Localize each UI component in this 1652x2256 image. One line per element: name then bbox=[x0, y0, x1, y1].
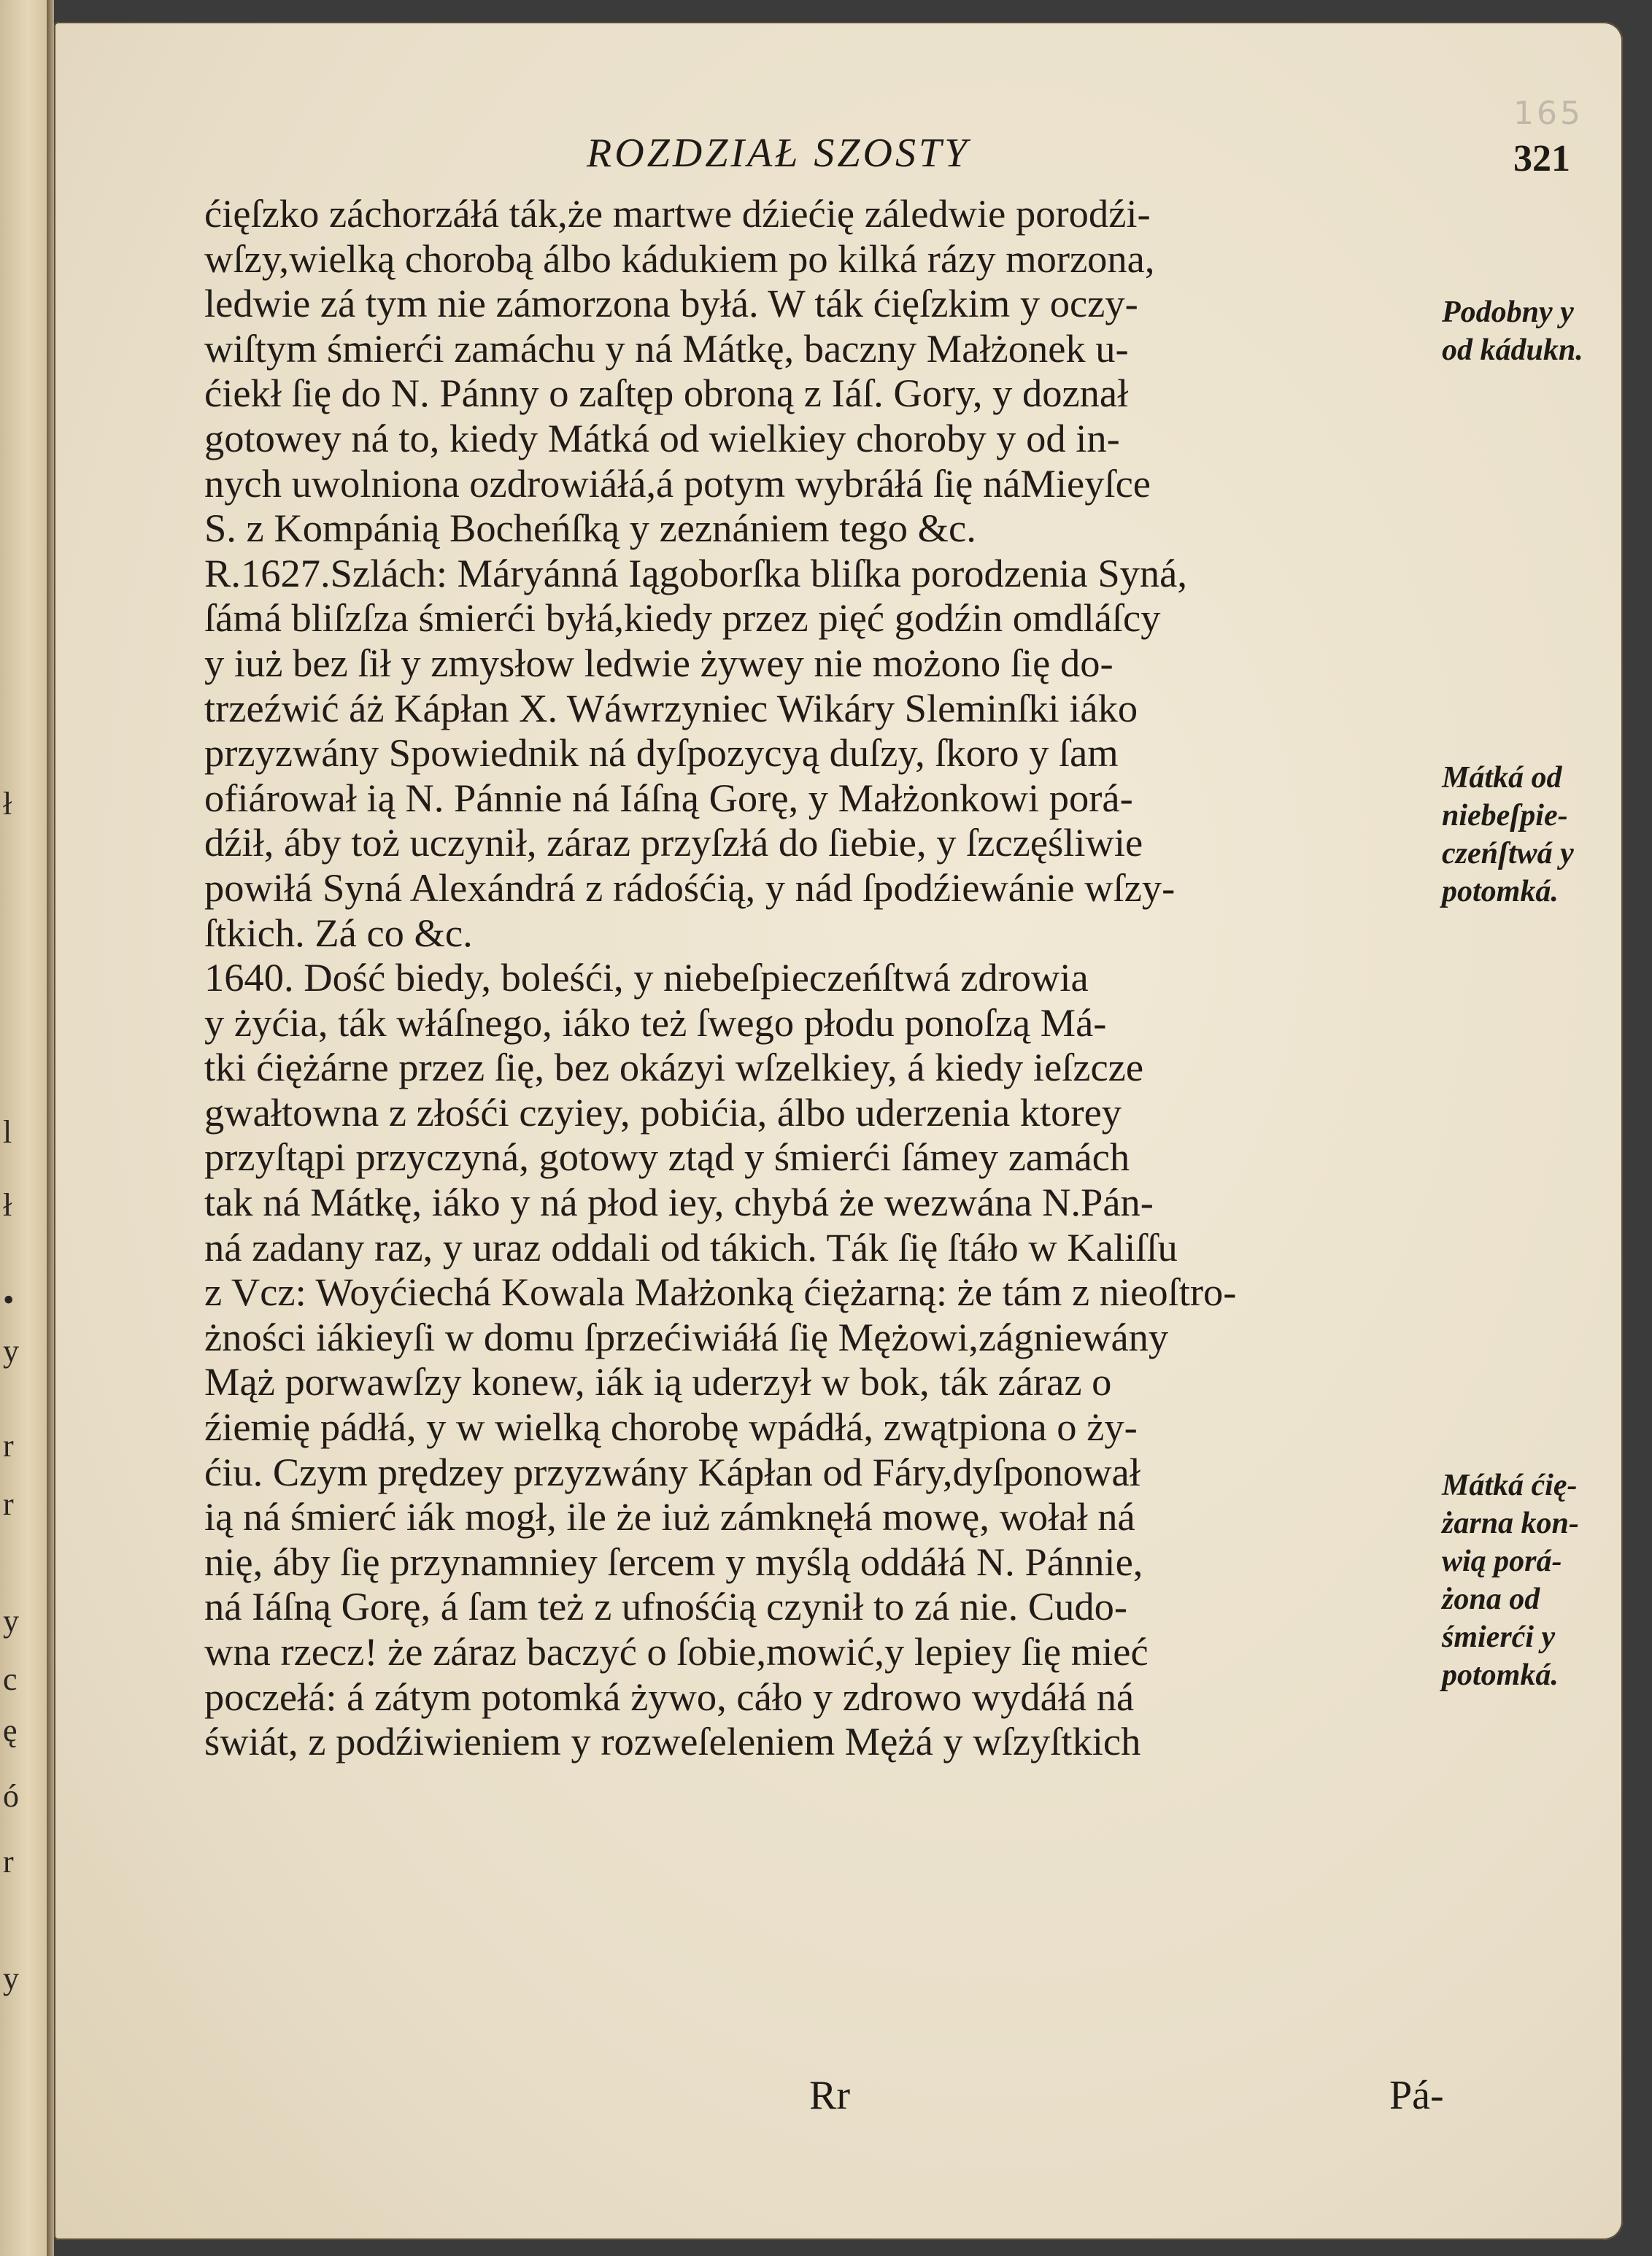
text-line: z Vcz: Woyćiechá Kowala Małżonką ćiężarną: że tám z nieoſtro- bbox=[204, 1270, 1237, 1315]
margin-note bbox=[1442, 759, 1639, 911]
margin-note-line: żarna kon- bbox=[1442, 1507, 1579, 1540]
margin-note-line: potomká. bbox=[1442, 875, 1559, 908]
facing-page-fragment: y bbox=[3, 1333, 19, 1369]
text-line: ſtkich. Zá co &c. bbox=[204, 910, 473, 955]
text-line: ledwie zá tym nie zámorzona byłá. W ták ćięſzkim y oczy- bbox=[204, 281, 1138, 326]
text-line: źiemię pádłá, y w wielką chorobę wpádłá, zwątpiona o ży- bbox=[204, 1405, 1138, 1450]
facing-page-fragment: y bbox=[3, 1961, 19, 1996]
facing-page-fragment: ł bbox=[3, 1187, 12, 1223]
text-line: powiłá Syná Alexándrá z rádośćią, y nád ſpodźiewánie wſzy- bbox=[204, 865, 1176, 910]
text-line: gotowey ná to, kiedy Mátká od wielkiey choroby y od in- bbox=[204, 415, 1120, 460]
margin-note-line: niebeſpie- bbox=[1442, 799, 1568, 833]
margin-note-line: śmierći y bbox=[1442, 1620, 1556, 1654]
text-line: y żyćia, ták włáſnego, iáko też ſwego płodu ponoſzą Má- bbox=[204, 1000, 1107, 1045]
text-line: świát, z podźiwieniem y rozweſeleniem Mężá y wſzyſtkich bbox=[204, 1719, 1141, 1764]
facing-page-fragment: ę bbox=[3, 1712, 18, 1748]
margin-note-line: czeńſtwá y bbox=[1442, 837, 1574, 870]
text-line: Mąż porwawſzy konew, iák ią uderzył w bok, ták záraz o bbox=[204, 1359, 1112, 1405]
pencil-folio-note: 165 bbox=[1513, 95, 1583, 132]
text-line: nię, áby ſię przynamniey ſercem y myślą oddáłá N. Pánnie, bbox=[204, 1539, 1143, 1584]
facing-page-fragment: r bbox=[3, 1844, 14, 1880]
margin-note-line: od kádukn. bbox=[1442, 333, 1583, 367]
text-line: ćiekł ſię do N. Pánny o zaſtęp obroną z Iáſ. Gory, y doznał bbox=[204, 371, 1129, 416]
catchword: Pá- bbox=[1389, 2073, 1444, 2118]
text-line: y iuż bez ſił y zmysłow ledwie żywey nie możono ſię do- bbox=[204, 640, 1113, 685]
text-line: ćięſzko záchorzáłá ták,że martwe dźiećię záledwie porodźi- bbox=[204, 191, 1151, 236]
margin-note-line: potomká. bbox=[1442, 1658, 1559, 1692]
margin-note-line: wią porá- bbox=[1442, 1545, 1562, 1578]
signature-mark: Rr bbox=[809, 2073, 850, 2118]
text-line: R.1627.Szlách: Máryánná Iągoborſka bliſka porodzenia Syná, bbox=[204, 550, 1187, 595]
book-page bbox=[54, 22, 1623, 2240]
facing-page-fragment: r bbox=[3, 1428, 14, 1464]
text-line: 1640. Dość biedy, boleśći, y niebeſpieczeńſtwá zdrowia bbox=[204, 955, 1089, 1000]
text-line: wſzy,wielką chorobą álbo kádukiem po kilká rázy morzona, bbox=[204, 236, 1155, 281]
text-line: poczełá: á zátym potomká żywo, cáło y zdrowo wydáłá ná bbox=[204, 1674, 1135, 1719]
text-line: żności iákieyſi w domu ſprzećiwiáłá ſię Mężowi,zágniewány bbox=[204, 1314, 1169, 1359]
margin-note bbox=[1442, 1467, 1639, 1694]
text-line: nych uwolniona ozdrowiáłá,á potym wybráłá ſię náMieyſce bbox=[204, 460, 1151, 506]
facing-page-fragment: y bbox=[3, 1603, 19, 1639]
text-line: ćiu. Czym prędzey przyzwány Kápłan od Fáry,dyſponował bbox=[204, 1449, 1140, 1494]
facing-page-edge bbox=[0, 0, 49, 2256]
text-line: trzeźwić áż Kápłan X. Wáwrzyniec Wikáry Sleminſki iáko bbox=[204, 685, 1138, 730]
facing-page-fragment: • bbox=[3, 1282, 15, 1318]
text-line: S. z Kompánią Bocheńſką y zeznániem tego &c. bbox=[204, 506, 976, 551]
body-text bbox=[204, 191, 1437, 1764]
text-line: dźił, áby toż uczynił, záraz przyſzłá do ſiebie, y ſzczęśliwie bbox=[204, 820, 1143, 865]
text-line: ná Iáſną Gorę, á ſam też z ufnośćią czynił to zá nie. Cudo- bbox=[204, 1584, 1128, 1629]
book-gutter bbox=[47, 0, 54, 2256]
facing-page-fragment: r bbox=[3, 1486, 14, 1522]
text-line: ſámá bliſzſza śmierći byłá,kiedy przez pięć godźin omdláſcy bbox=[204, 595, 1161, 641]
text-line: wiſtym śmierći zamáchu y ná Mátkę, baczny Małżonek u- bbox=[204, 325, 1129, 371]
page-number: 321 bbox=[1513, 138, 1570, 179]
running-head: ROZDZIAŁ SZOSTY bbox=[587, 131, 970, 176]
text-line: ofiárował ią N. Pánnie ná Iáſną Gorę, y Małżonkowi porá- bbox=[204, 775, 1133, 820]
text-line: tak ná Mátkę, iáko y ná płod iey, chybá że wezwána N.Pán- bbox=[204, 1180, 1154, 1225]
facing-page-fragment: c bbox=[3, 1661, 18, 1697]
margin-note bbox=[1442, 293, 1639, 369]
text-line: przyzwány Spowiednik ná dyſpozycyą duſzy, ſkoro y ſam bbox=[204, 730, 1119, 776]
text-line: gwałtowna z złośći czyiey, pobićia, álbo uderzenia ktorey bbox=[204, 1089, 1122, 1135]
margin-note-line: Mátká ćię- bbox=[1442, 1469, 1578, 1502]
text-line: tki ćiężárne przez ſię, bez okázyi wſzelkiey, á kiedy ieſzcze bbox=[204, 1045, 1144, 1090]
facing-page-fragment: l bbox=[3, 1114, 12, 1150]
text-line: wna rzecz! że záraz baczyć o ſobie,mowić,y lepiey ſię mieć bbox=[204, 1629, 1149, 1674]
margin-note-line: żona od bbox=[1442, 1583, 1540, 1616]
facing-page-fragment: ł bbox=[3, 786, 12, 822]
text-line: przyſtąpi przyczyná, gotowy ztąd y śmierći ſámey zamách bbox=[204, 1135, 1130, 1180]
text-line: ią ná śmierć iák mogł, ile że iuż zámknęłá mowę, wołał ná bbox=[204, 1494, 1135, 1540]
facing-page-fragment: ó bbox=[3, 1778, 19, 1814]
margin-note-line: Mátká od bbox=[1442, 761, 1562, 795]
text-line: ná zadany raz, y uraz oddali od tákich. Ták ſię ſtáło w Kaliſſu bbox=[204, 1224, 1178, 1270]
margin-note-line: Podobny y bbox=[1442, 295, 1574, 329]
